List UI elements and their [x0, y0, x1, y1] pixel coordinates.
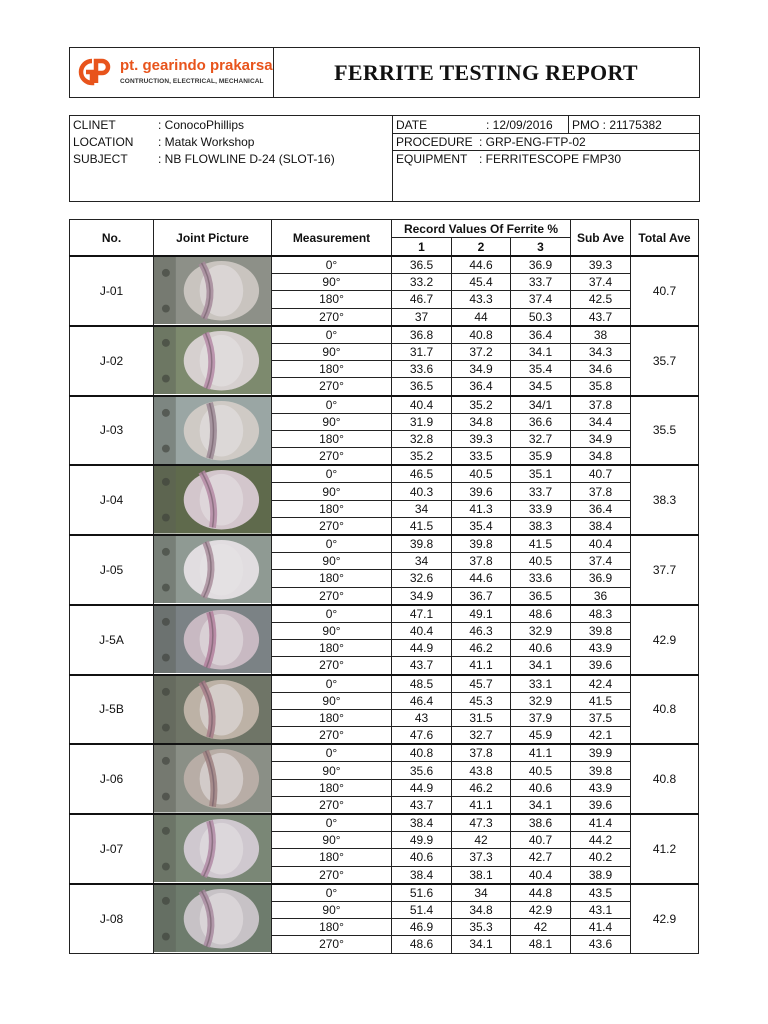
location-value: : Matak Workshop	[158, 135, 255, 149]
reading-3: 41.1	[511, 744, 571, 762]
sub-average: 35.8	[571, 378, 631, 396]
reading-1: 48.5	[392, 675, 452, 693]
sub-average: 38.9	[571, 866, 631, 884]
measurement-angle: 270°	[272, 448, 392, 466]
sub-average: 39.8	[571, 762, 631, 779]
reading-3: 45.9	[511, 727, 571, 745]
report-title: FERRITE TESTING REPORT	[334, 59, 638, 85]
company-tagline: CONTRUCTION, ELECTRICAL, MECHANICAL	[120, 78, 264, 85]
location-label: LOCATION	[73, 135, 134, 149]
reading-1: 43	[392, 709, 452, 726]
reading-1: 44.9	[392, 779, 452, 796]
reading-3: 33.1	[511, 675, 571, 693]
joint-number: J-07	[70, 814, 154, 884]
reading-1: 34	[392, 553, 452, 570]
sub-average: 48.3	[571, 605, 631, 623]
reading-1: 41.5	[392, 517, 452, 535]
ferrite-table-body	[70, 256, 699, 953]
joint-picture	[154, 884, 272, 953]
reading-2: 44.6	[452, 256, 511, 274]
subject-value: : NB FLOWLINE D-24 (SLOT-16)	[158, 152, 335, 166]
reading-1: 51.6	[392, 884, 452, 902]
reading-3: 32.9	[511, 622, 571, 639]
joint-picture	[154, 814, 272, 884]
sub-average: 43.6	[571, 936, 631, 953]
sub-average: 38	[571, 326, 631, 344]
reading-2: 46.3	[452, 622, 511, 639]
joint-number: J-5B	[70, 675, 154, 745]
reading-1: 32.8	[392, 430, 452, 447]
reading-2: 47.3	[452, 814, 511, 832]
reading-1: 47.6	[392, 727, 452, 745]
sub-average: 34.9	[571, 430, 631, 447]
reading-3: 36.4	[511, 326, 571, 344]
total-average: 37.7	[631, 535, 699, 605]
sub-average: 38.4	[571, 517, 631, 535]
measurement-angle: 180°	[272, 779, 392, 796]
table-row	[70, 675, 699, 693]
sub-average: 34.6	[571, 361, 631, 378]
sub-average: 43.7	[571, 308, 631, 326]
reading-2: 40.8	[452, 326, 511, 344]
total-average: 35.5	[631, 396, 699, 466]
reading-2: 46.2	[452, 779, 511, 796]
reading-1: 37	[392, 308, 452, 326]
table-row	[70, 396, 699, 414]
reading-2: 34.8	[452, 901, 511, 918]
measurement-angle: 270°	[272, 378, 392, 396]
reading-1: 51.4	[392, 901, 452, 918]
total-average: 38.3	[631, 465, 699, 535]
sub-average: 34.4	[571, 413, 631, 430]
measurement-angle: 90°	[272, 901, 392, 918]
measurement-angle: 270°	[272, 517, 392, 535]
sub-average: 41.5	[571, 692, 631, 709]
equipment-value: : FERRITESCOPE FMP30	[479, 152, 622, 166]
reading-3: 40.4	[511, 866, 571, 884]
sub-average: 36	[571, 587, 631, 605]
weld-joint-image	[154, 536, 271, 603]
total-average: 42.9	[631, 884, 699, 953]
reading-1: 36.8	[392, 326, 452, 344]
sub-average: 39.8	[571, 622, 631, 639]
weld-joint-image	[154, 676, 271, 743]
reading-3: 36.5	[511, 587, 571, 605]
sub-average: 34.3	[571, 343, 631, 360]
reading-2: 39.3	[452, 430, 511, 447]
reading-2: 42	[452, 832, 511, 849]
reading-3: 48.6	[511, 605, 571, 623]
sub-average: 39.9	[571, 744, 631, 762]
reading-1: 38.4	[392, 866, 452, 884]
col-header-reading-3: 3	[511, 238, 571, 257]
reading-2: 37.3	[452, 849, 511, 866]
sub-average: 43.9	[571, 640, 631, 657]
reading-2: 32.7	[452, 727, 511, 745]
col-header-total-ave: Total Ave	[631, 220, 699, 257]
reading-3: 32.9	[511, 692, 571, 709]
joint-number: J-08	[70, 884, 154, 953]
reading-3: 38.3	[511, 517, 571, 535]
joint-number: J-5A	[70, 605, 154, 675]
measurement-angle: 0°	[272, 535, 392, 553]
reading-2: 34.1	[452, 936, 511, 953]
reading-2: 38.1	[452, 866, 511, 884]
reading-3: 32.7	[511, 430, 571, 447]
weld-joint-image	[154, 466, 271, 533]
reading-2: 37.2	[452, 343, 511, 360]
procedure-value: : GRP-ENG-FTP-02	[479, 135, 586, 149]
joint-number: J-06	[70, 744, 154, 814]
sub-average: 36.4	[571, 500, 631, 517]
measurement-angle: 90°	[272, 413, 392, 430]
reading-2: 35.3	[452, 919, 511, 936]
reading-1: 47.1	[392, 605, 452, 623]
reading-1: 40.6	[392, 849, 452, 866]
sub-average: 42.5	[571, 291, 631, 308]
reading-3: 42.9	[511, 901, 571, 918]
sub-average: 37.4	[571, 274, 631, 291]
measurement-angle: 0°	[272, 465, 392, 483]
measurement-angle: 0°	[272, 675, 392, 693]
measurement-angle: 270°	[272, 796, 392, 814]
client-label: CLINET	[73, 118, 116, 132]
reading-1: 43.7	[392, 657, 452, 675]
reading-2: 40.5	[452, 465, 511, 483]
measurement-angle: 90°	[272, 762, 392, 779]
reading-2: 41.3	[452, 500, 511, 517]
measurement-angle: 90°	[272, 553, 392, 570]
col-header-record-values: Record Values Of Ferrite %	[392, 220, 571, 238]
sub-average: 43.1	[571, 901, 631, 918]
sub-average: 37.8	[571, 483, 631, 500]
reading-3: 34.1	[511, 657, 571, 675]
table-row	[70, 884, 699, 902]
reading-2: 46.2	[452, 640, 511, 657]
reading-2: 44.6	[452, 570, 511, 587]
reading-1: 40.8	[392, 744, 452, 762]
reading-3: 36.6	[511, 413, 571, 430]
sub-average: 43.9	[571, 779, 631, 796]
reading-2: 34.9	[452, 361, 511, 378]
measurement-angle: 180°	[272, 291, 392, 308]
joint-number: J-02	[70, 326, 154, 396]
joint-number: J-01	[70, 256, 154, 326]
measurement-angle: 0°	[272, 396, 392, 414]
pmo-number: PMO : 21175382	[572, 118, 662, 132]
reading-3: 44.8	[511, 884, 571, 902]
reading-1: 44.9	[392, 640, 452, 657]
measurement-angle: 0°	[272, 884, 392, 902]
joint-number: J-04	[70, 465, 154, 535]
reading-3: 42.7	[511, 849, 571, 866]
table-row	[70, 605, 699, 623]
col-header-no: No.	[70, 220, 154, 257]
reading-3: 40.5	[511, 553, 571, 570]
measurement-angle: 90°	[272, 343, 392, 360]
procedure-label: PROCEDURE	[396, 135, 473, 149]
total-average: 40.8	[631, 675, 699, 745]
measurement-angle: 180°	[272, 430, 392, 447]
total-average: 35.7	[631, 326, 699, 396]
measurement-angle: 270°	[272, 936, 392, 953]
measurement-angle: 0°	[272, 744, 392, 762]
reading-1: 36.5	[392, 256, 452, 274]
joint-picture	[154, 396, 272, 466]
reading-1: 38.4	[392, 814, 452, 832]
col-header-sub-ave: Sub Ave	[571, 220, 631, 257]
reading-1: 31.7	[392, 343, 452, 360]
joint-picture	[154, 744, 272, 814]
reading-2: 35.2	[452, 396, 511, 414]
measurement-angle: 180°	[272, 570, 392, 587]
ferrite-table	[69, 219, 699, 954]
weld-joint-image	[154, 885, 271, 952]
reading-2: 39.8	[452, 535, 511, 553]
reading-3: 40.6	[511, 779, 571, 796]
reading-3: 33.9	[511, 500, 571, 517]
measurement-angle: 180°	[272, 361, 392, 378]
reading-1: 34	[392, 500, 452, 517]
reading-3: 35.1	[511, 465, 571, 483]
joint-picture	[154, 326, 272, 396]
total-average: 41.2	[631, 814, 699, 884]
table-row	[70, 744, 699, 762]
reading-1: 40.3	[392, 483, 452, 500]
measurement-angle: 270°	[272, 866, 392, 884]
reading-3: 34.5	[511, 378, 571, 396]
reading-3: 34/1	[511, 396, 571, 414]
equipment-label: EQUIPMENT	[396, 152, 468, 166]
total-average: 40.8	[631, 744, 699, 814]
reading-3: 33.7	[511, 274, 571, 291]
measurement-angle: 90°	[272, 622, 392, 639]
joint-picture	[154, 465, 272, 535]
joint-picture	[154, 256, 272, 326]
reading-1: 49.9	[392, 832, 452, 849]
measurement-angle: 270°	[272, 587, 392, 605]
reading-3: 33.6	[511, 570, 571, 587]
reading-2: 31.5	[452, 709, 511, 726]
reading-2: 45.7	[452, 675, 511, 693]
reading-3: 38.6	[511, 814, 571, 832]
sub-average: 34.8	[571, 448, 631, 466]
weld-joint-image	[154, 606, 271, 673]
measurement-angle: 270°	[272, 657, 392, 675]
reading-2: 33.5	[452, 448, 511, 466]
measurement-angle: 90°	[272, 483, 392, 500]
weld-joint-image	[154, 327, 271, 394]
reading-3: 41.5	[511, 535, 571, 553]
sub-average: 37.8	[571, 396, 631, 414]
reading-3: 37.9	[511, 709, 571, 726]
reading-2: 41.1	[452, 796, 511, 814]
reading-1: 40.4	[392, 396, 452, 414]
reading-2: 36.4	[452, 378, 511, 396]
measurement-angle: 270°	[272, 308, 392, 326]
reading-1: 46.9	[392, 919, 452, 936]
reading-1: 34.9	[392, 587, 452, 605]
reading-2: 37.8	[452, 553, 511, 570]
reading-1: 36.5	[392, 378, 452, 396]
reading-1: 32.6	[392, 570, 452, 587]
sub-average: 44.2	[571, 832, 631, 849]
table-row	[70, 814, 699, 832]
total-average: 42.9	[631, 605, 699, 675]
company-name: pt. gearindo prakarsa	[120, 57, 273, 74]
reading-2: 44	[452, 308, 511, 326]
reading-1: 46.5	[392, 465, 452, 483]
reading-3: 35.4	[511, 361, 571, 378]
sub-average: 39.6	[571, 657, 631, 675]
measurement-angle: 180°	[272, 919, 392, 936]
measurement-angle: 180°	[272, 849, 392, 866]
reading-2: 37.8	[452, 744, 511, 762]
reading-2: 43.3	[452, 291, 511, 308]
sub-average: 37.5	[571, 709, 631, 726]
company-logo-mark	[76, 58, 114, 86]
measurement-angle: 180°	[272, 640, 392, 657]
measurement-angle: 90°	[272, 832, 392, 849]
reading-3: 35.9	[511, 448, 571, 466]
date-value: : 12/09/2016	[486, 118, 553, 132]
reading-2: 39.6	[452, 483, 511, 500]
col-header-reading-2: 2	[452, 238, 511, 257]
sub-average: 40.7	[571, 465, 631, 483]
table-row	[70, 465, 699, 483]
reading-1: 35.6	[392, 762, 452, 779]
sub-average: 42.1	[571, 727, 631, 745]
reading-2: 35.4	[452, 517, 511, 535]
table-row	[70, 535, 699, 553]
joint-picture	[154, 605, 272, 675]
weld-joint-image	[154, 745, 271, 812]
reading-2: 34	[452, 884, 511, 902]
measurement-angle: 90°	[272, 274, 392, 291]
measurement-angle: 0°	[272, 326, 392, 344]
company-logo	[70, 48, 274, 97]
weld-joint-image	[154, 815, 271, 882]
reading-3: 33.7	[511, 483, 571, 500]
reading-2: 45.4	[452, 274, 511, 291]
reading-1: 31.9	[392, 413, 452, 430]
reading-2: 34.8	[452, 413, 511, 430]
reading-1: 33.6	[392, 361, 452, 378]
subject-label: SUBJECT	[73, 152, 128, 166]
reading-3: 40.7	[511, 832, 571, 849]
reading-3: 34.1	[511, 796, 571, 814]
table-row	[70, 256, 699, 274]
reading-1: 43.7	[392, 796, 452, 814]
measurement-angle: 180°	[272, 500, 392, 517]
col-header-measurement: Measurement	[272, 220, 392, 257]
reading-2: 49.1	[452, 605, 511, 623]
col-header-joint-picture: Joint Picture	[154, 220, 272, 257]
sub-average: 41.4	[571, 919, 631, 936]
sub-average: 40.2	[571, 849, 631, 866]
reading-1: 48.6	[392, 936, 452, 953]
joint-picture	[154, 535, 272, 605]
sub-average: 39.3	[571, 256, 631, 274]
reading-2: 45.3	[452, 692, 511, 709]
reading-3: 48.1	[511, 936, 571, 953]
reading-3: 34.1	[511, 343, 571, 360]
reading-3: 50.3	[511, 308, 571, 326]
reading-1: 33.2	[392, 274, 452, 291]
measurement-angle: 0°	[272, 256, 392, 274]
reading-3: 42	[511, 919, 571, 936]
reading-1: 39.8	[392, 535, 452, 553]
weld-joint-image	[154, 397, 271, 464]
reading-3: 36.9	[511, 256, 571, 274]
client-value: : ConocoPhillips	[158, 118, 245, 132]
reading-3: 40.6	[511, 640, 571, 657]
reading-1: 35.2	[392, 448, 452, 466]
measurement-angle: 0°	[272, 814, 392, 832]
measurement-angle: 270°	[272, 727, 392, 745]
sub-average: 37.4	[571, 553, 631, 570]
reading-2: 41.1	[452, 657, 511, 675]
reading-3: 40.5	[511, 762, 571, 779]
sub-average: 36.9	[571, 570, 631, 587]
sub-average: 43.5	[571, 884, 631, 902]
col-header-reading-1: 1	[392, 238, 452, 257]
reading-2: 36.7	[452, 587, 511, 605]
sub-average: 39.6	[571, 796, 631, 814]
measurement-angle: 90°	[272, 692, 392, 709]
reading-1: 46.7	[392, 291, 452, 308]
sub-average: 41.4	[571, 814, 631, 832]
report-info	[69, 115, 700, 202]
weld-joint-image	[154, 257, 271, 324]
report-header	[69, 47, 700, 98]
reading-2: 43.8	[452, 762, 511, 779]
reading-1: 46.4	[392, 692, 452, 709]
joint-number: J-03	[70, 396, 154, 466]
joint-number: J-05	[70, 535, 154, 605]
joint-picture	[154, 675, 272, 745]
table-row	[70, 326, 699, 344]
total-average: 40.7	[631, 256, 699, 326]
sub-average: 42.4	[571, 675, 631, 693]
measurement-angle: 0°	[272, 605, 392, 623]
reading-3: 37.4	[511, 291, 571, 308]
sub-average: 40.4	[571, 535, 631, 553]
measurement-angle: 180°	[272, 709, 392, 726]
reading-1: 40.4	[392, 622, 452, 639]
date-label: DATE	[396, 118, 428, 132]
